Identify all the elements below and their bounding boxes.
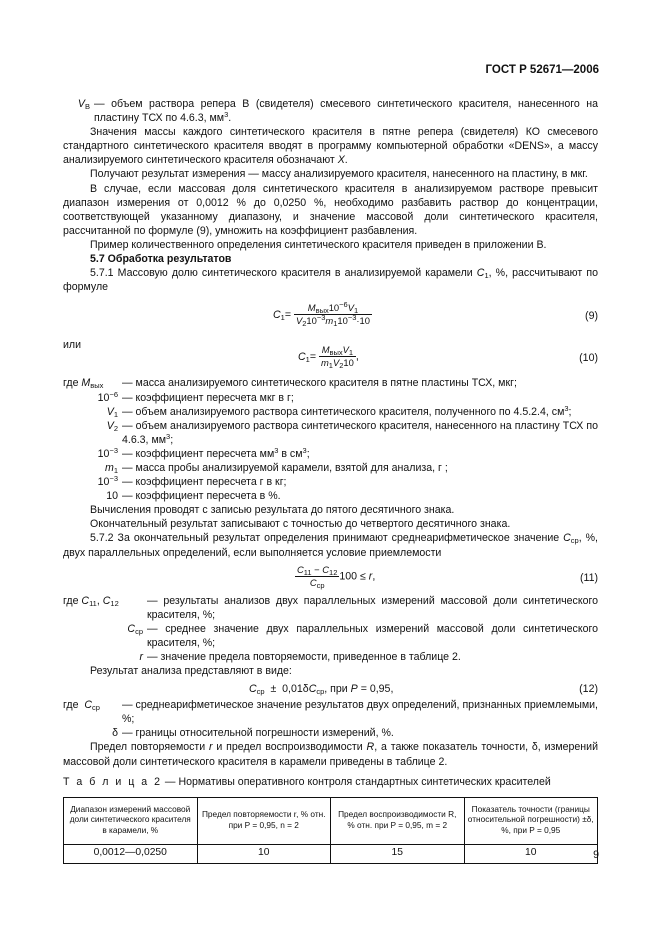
document-body <box>63 97 598 864</box>
where3-item-0: где $C_{ср}$ — среднеарифметическое значение результатов двух определений, признанных приемлемыми, %; <box>63 699 598 726</box>
table-header-cell: Предел воспроизводимости R, % отн. при P = 0,95, m = 2 <box>331 797 465 844</box>
where2-item-1: $C_{ср}$ — среднее значение двух параллельных измерений массовой доли синтетического красителя, %; <box>127 622 598 649</box>
table-cell: 15 <box>331 844 465 863</box>
where2-item-2: r — значение предела повторяемости, приведенное в таблице 2. <box>139 651 461 663</box>
where-list-1 <box>63 376 598 503</box>
table-header-cell: Диапазон измерений массовой доли синтетического красителя в карамели, % <box>64 797 198 844</box>
norms-table <box>63 797 598 864</box>
where-list-3 <box>63 698 598 740</box>
paragraph-dens: Значения массы каждого синтетического красителя в пятне репера (свидетеля) КО смесевого стандартного синтетического красителя вводят в программу компьютерной обработки «DENS», а массу анализируемого синтетического красителя обозначают X. <box>63 126 598 167</box>
section-heading-5-7: 5.7 Обработка результатов <box>90 253 232 266</box>
formula-12-number: (12) <box>579 683 598 696</box>
table-caption: Т а б л и ц а 2 — Нормативы оперативного контроля стандартных синтетических красителей <box>63 775 551 788</box>
table-header-cell: Показатель точности (границы относительной погрешности) ±δ, %, при P = 0,95 <box>464 797 598 844</box>
table-cell: 10 <box>197 844 331 863</box>
formula-10-fraction: $\frac{M_{вых}V_1}{m_1V_210}$ <box>320 344 354 371</box>
formula-9-fraction: $\frac{M_{вых}10^{-6}V_1}{V_210^{-3}m_110^{-3}\cdot 10}$ <box>295 300 370 329</box>
where3-item-1: δ — границы относительной погрешности измерений, %. <box>112 727 394 740</box>
paragraph-result: Получают результат измерения — массу анализируемого красителя, нанесенного на пластину, в мкг. <box>90 168 588 181</box>
formula-12: $C_{ср} \pm 0,01\delta C_{ср}$, при P = 0,95, (12) <box>249 683 598 697</box>
paragraph-5-7-1: 5.7.1 Массовую долю синтетического красителя в анализируемой карамели $C_1$, %, рассчитывают по формуле <box>63 267 598 294</box>
paragraph-5-7-2: 5.7.2 За окончательный результат определения принимают среднеарифметическое значение $C_{ср}$, %, двух параллельных определений, если выполняется условие приемлемости <box>63 532 598 559</box>
formula-11-number: (11) <box>579 571 598 584</box>
page-number: 9 <box>593 849 599 861</box>
formula-10-number: (10) <box>579 352 598 365</box>
formula-11-fraction: $\frac{C_{11} - C_{12}}{C_{ср}}$ <box>297 563 338 590</box>
calc-note-2: Окончательный результат записывают с точностью до четвертого десятичного знака. <box>90 518 511 531</box>
formula-9: $C_1=$ $\frac{M_{вых}10^{-6}V_1}{V_210^{-3}m_110^{-3}\cdot 10}$ (9) <box>273 300 598 329</box>
formula-10: $C_1=$ $\frac{M_{вых}V_1}{m_1V_210}$ , (10) <box>298 344 598 371</box>
where1-item-1: $10^{-6}$ — коэффициент пересчета мкг в г; <box>97 389 294 404</box>
where2-item-0: где $C_{11}$, $C_{12}$ — результаты анализов двух параллельных измерений массовой доли синтетического красителя, %; <box>63 594 598 621</box>
paragraph-final: Предел повторяемости r и предел воспроизводимости R, а также показатель точности, δ, измерений массовой доли синтетического красителя в карамели приведены в таблице 2. <box>63 741 598 768</box>
definition-vv: $V_В$ — объем раствора репера В (свидетеля) смесевого синтетического красителя, нанесенного на пластину ТСХ по 4.6.3, $мм^3$. <box>77 98 598 125</box>
formula-9-number: (9) <box>585 310 598 323</box>
result-line: Результат анализа представляют в виде: <box>90 665 292 678</box>
where1-item-7: 10 — коэффициент пересчета в %. <box>106 490 281 503</box>
table-header-row <box>64 797 598 844</box>
table-header-cell: Предел повторяемости r, % отн. при P = 0,95, n = 2 <box>197 797 331 844</box>
where1-item-4: $10^{-3}$ — коэффициент пересчета $мм^3$ в $см^3$; <box>97 445 310 460</box>
calc-note-1: Вычисления проводят с записью результата до пятого десятичного знака. <box>90 504 455 517</box>
paragraph-dilution: В случае, если массовая доля синтетического красителя в анализируемом растворе превысит диапазон измерения от 0,0012 % до 0,0250 %, необходимо разбавить раствор до концентрации, соответствующей указанному диапазону, и значение массовой доли синтетического красителя, рассчитанной по формуле (9), умножить на коэффициент разбавления. <box>63 182 598 237</box>
or-word: или <box>63 339 82 352</box>
where1-item-3: $V_2$ — объем анализируемого раствора синтетического красителя, нанесенного на пластину ТСХ по 4.6.3, $мм^3$; <box>106 419 598 446</box>
table-cell: 10 <box>464 844 598 863</box>
where-list-2 <box>63 594 598 664</box>
standard-header: ГОСТ Р 52671—2006 <box>485 64 599 76</box>
where1-item-6: $10^{-3}$ — коэффициент пересчета г в кг; <box>97 474 287 489</box>
formula-11: $\frac{C_{11} - C_{12}}{C_{ср}}$ 100 ≤ r, (11) <box>297 563 598 590</box>
where1-item-2: $V_1$ — объем анализируемого раствора синтетического красителя, полученного по 4.5.2.4, $см^3$; <box>106 403 572 419</box>
where1-item-5: $m_1$ — масса пробы анализируемой карамели, взятой для анализа, г ; <box>105 461 448 475</box>
table-cell: 0,0012—0,0250 <box>64 844 198 863</box>
paragraph-example: Пример количественного определения синтетического красителя приведен в приложении В. <box>90 238 547 251</box>
table-row <box>64 844 598 863</box>
where1-item-0: где $M_{вых}$ — масса анализируемого синтетического красителя в пятне пластины ТСХ, мкг; <box>63 377 517 391</box>
